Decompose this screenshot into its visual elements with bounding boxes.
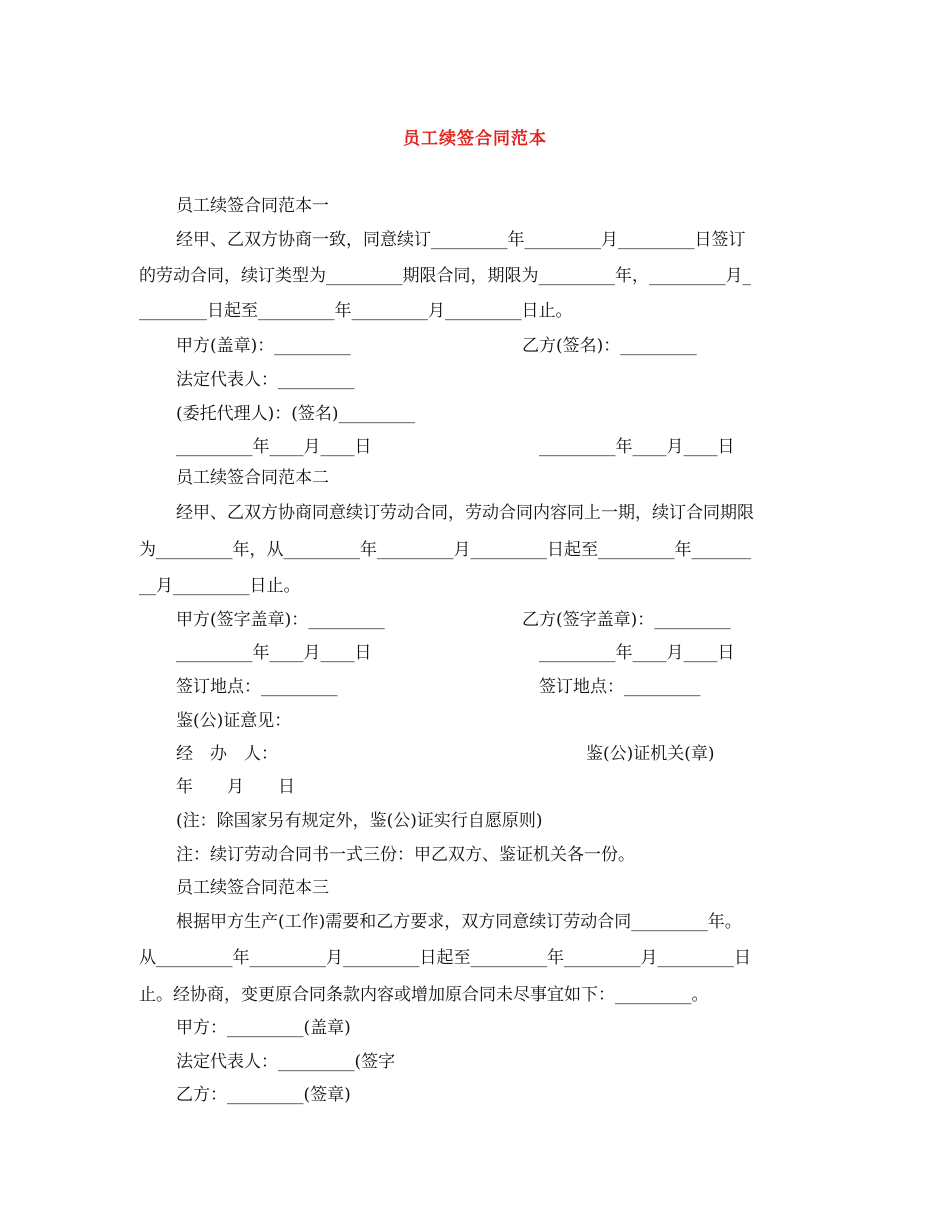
section-2-paragraph-line: __月_________日止。	[139, 576, 301, 596]
ymd-line: 年 月 日	[176, 777, 295, 797]
party-b-signature-seal: 乙方：_________(签章)	[176, 1085, 351, 1105]
party-b-signature-seal: 乙方(签字盖章)：_________	[522, 610, 731, 630]
section-3-paragraph-line: 从_________年_________月_________日起至_________年_________月_________日	[139, 948, 751, 968]
section-2-paragraph-line: 为_________年，从_________年_________月_________日起至_________年_______	[139, 540, 751, 560]
date-right: _________年____月____日	[539, 643, 735, 663]
party-a-seal: 甲方：_________(盖章)	[176, 1018, 351, 1038]
legal-representative-signature: 法定代表人：_________(签字	[176, 1052, 396, 1072]
section-1-heading: 员工续签合同范本一	[176, 196, 329, 216]
date-left: _________年____月____日	[176, 643, 372, 663]
section-2-paragraph-line: 经甲、乙双方协商同意续订劳动合同，劳动合同内容同上一期，续订合同期限	[176, 503, 754, 523]
notary-opinion: 鉴(公)证意见：	[176, 711, 292, 731]
party-a-seal: 甲方(盖章)：_________	[176, 336, 351, 356]
signing-place-left: 签订地点：_________	[176, 677, 338, 697]
section-1-paragraph-line: 经甲、乙双方协商一致，同意续订_________年_________月_________日签订	[176, 230, 746, 250]
signing-place-right: 签订地点：_________	[539, 677, 701, 697]
notary-organization: 鉴(公)证机关(章)	[586, 744, 715, 764]
date-right: _________年____月____日	[539, 437, 735, 457]
note-voluntary: (注：除国家另有规定外，鉴(公)证实行自愿原则)	[176, 811, 543, 831]
party-b-signature: 乙方(签名)：_________	[522, 336, 697, 356]
section-3-paragraph-line: 止。经协商，变更原合同条款内容或增加原合同未尽事宜如下：_________。	[139, 985, 709, 1005]
section-2-heading: 员工续签合同范本二	[176, 468, 329, 488]
handler: 经 办 人：	[176, 744, 278, 764]
section-1-paragraph-line: 的劳动合同，续订类型为_________期限合同，期限为_________年，_________月_	[139, 266, 751, 286]
party-a-signature-seal: 甲方(签字盖章)：_________	[176, 610, 385, 630]
section-3-paragraph-line: 根据甲方生产(工作)需要和乙方要求，双方同意续订劳动合同_________年。	[176, 912, 742, 932]
section-1-paragraph-line: ________日起至_________年_________月_________日止。	[139, 301, 573, 321]
date-left: _________年____月____日	[176, 437, 372, 457]
legal-representative: 法定代表人：_________	[176, 370, 355, 390]
authorized-agent: (委托代理人)：(签名)_________	[176, 404, 416, 424]
document-title: 员工续签合同范本	[403, 129, 547, 149]
note-copies: 注：续订劳动合同书一式三份：甲乙双方、鉴证机关各一份。	[176, 845, 635, 865]
section-3-heading: 员工续签合同范本三	[176, 878, 329, 898]
